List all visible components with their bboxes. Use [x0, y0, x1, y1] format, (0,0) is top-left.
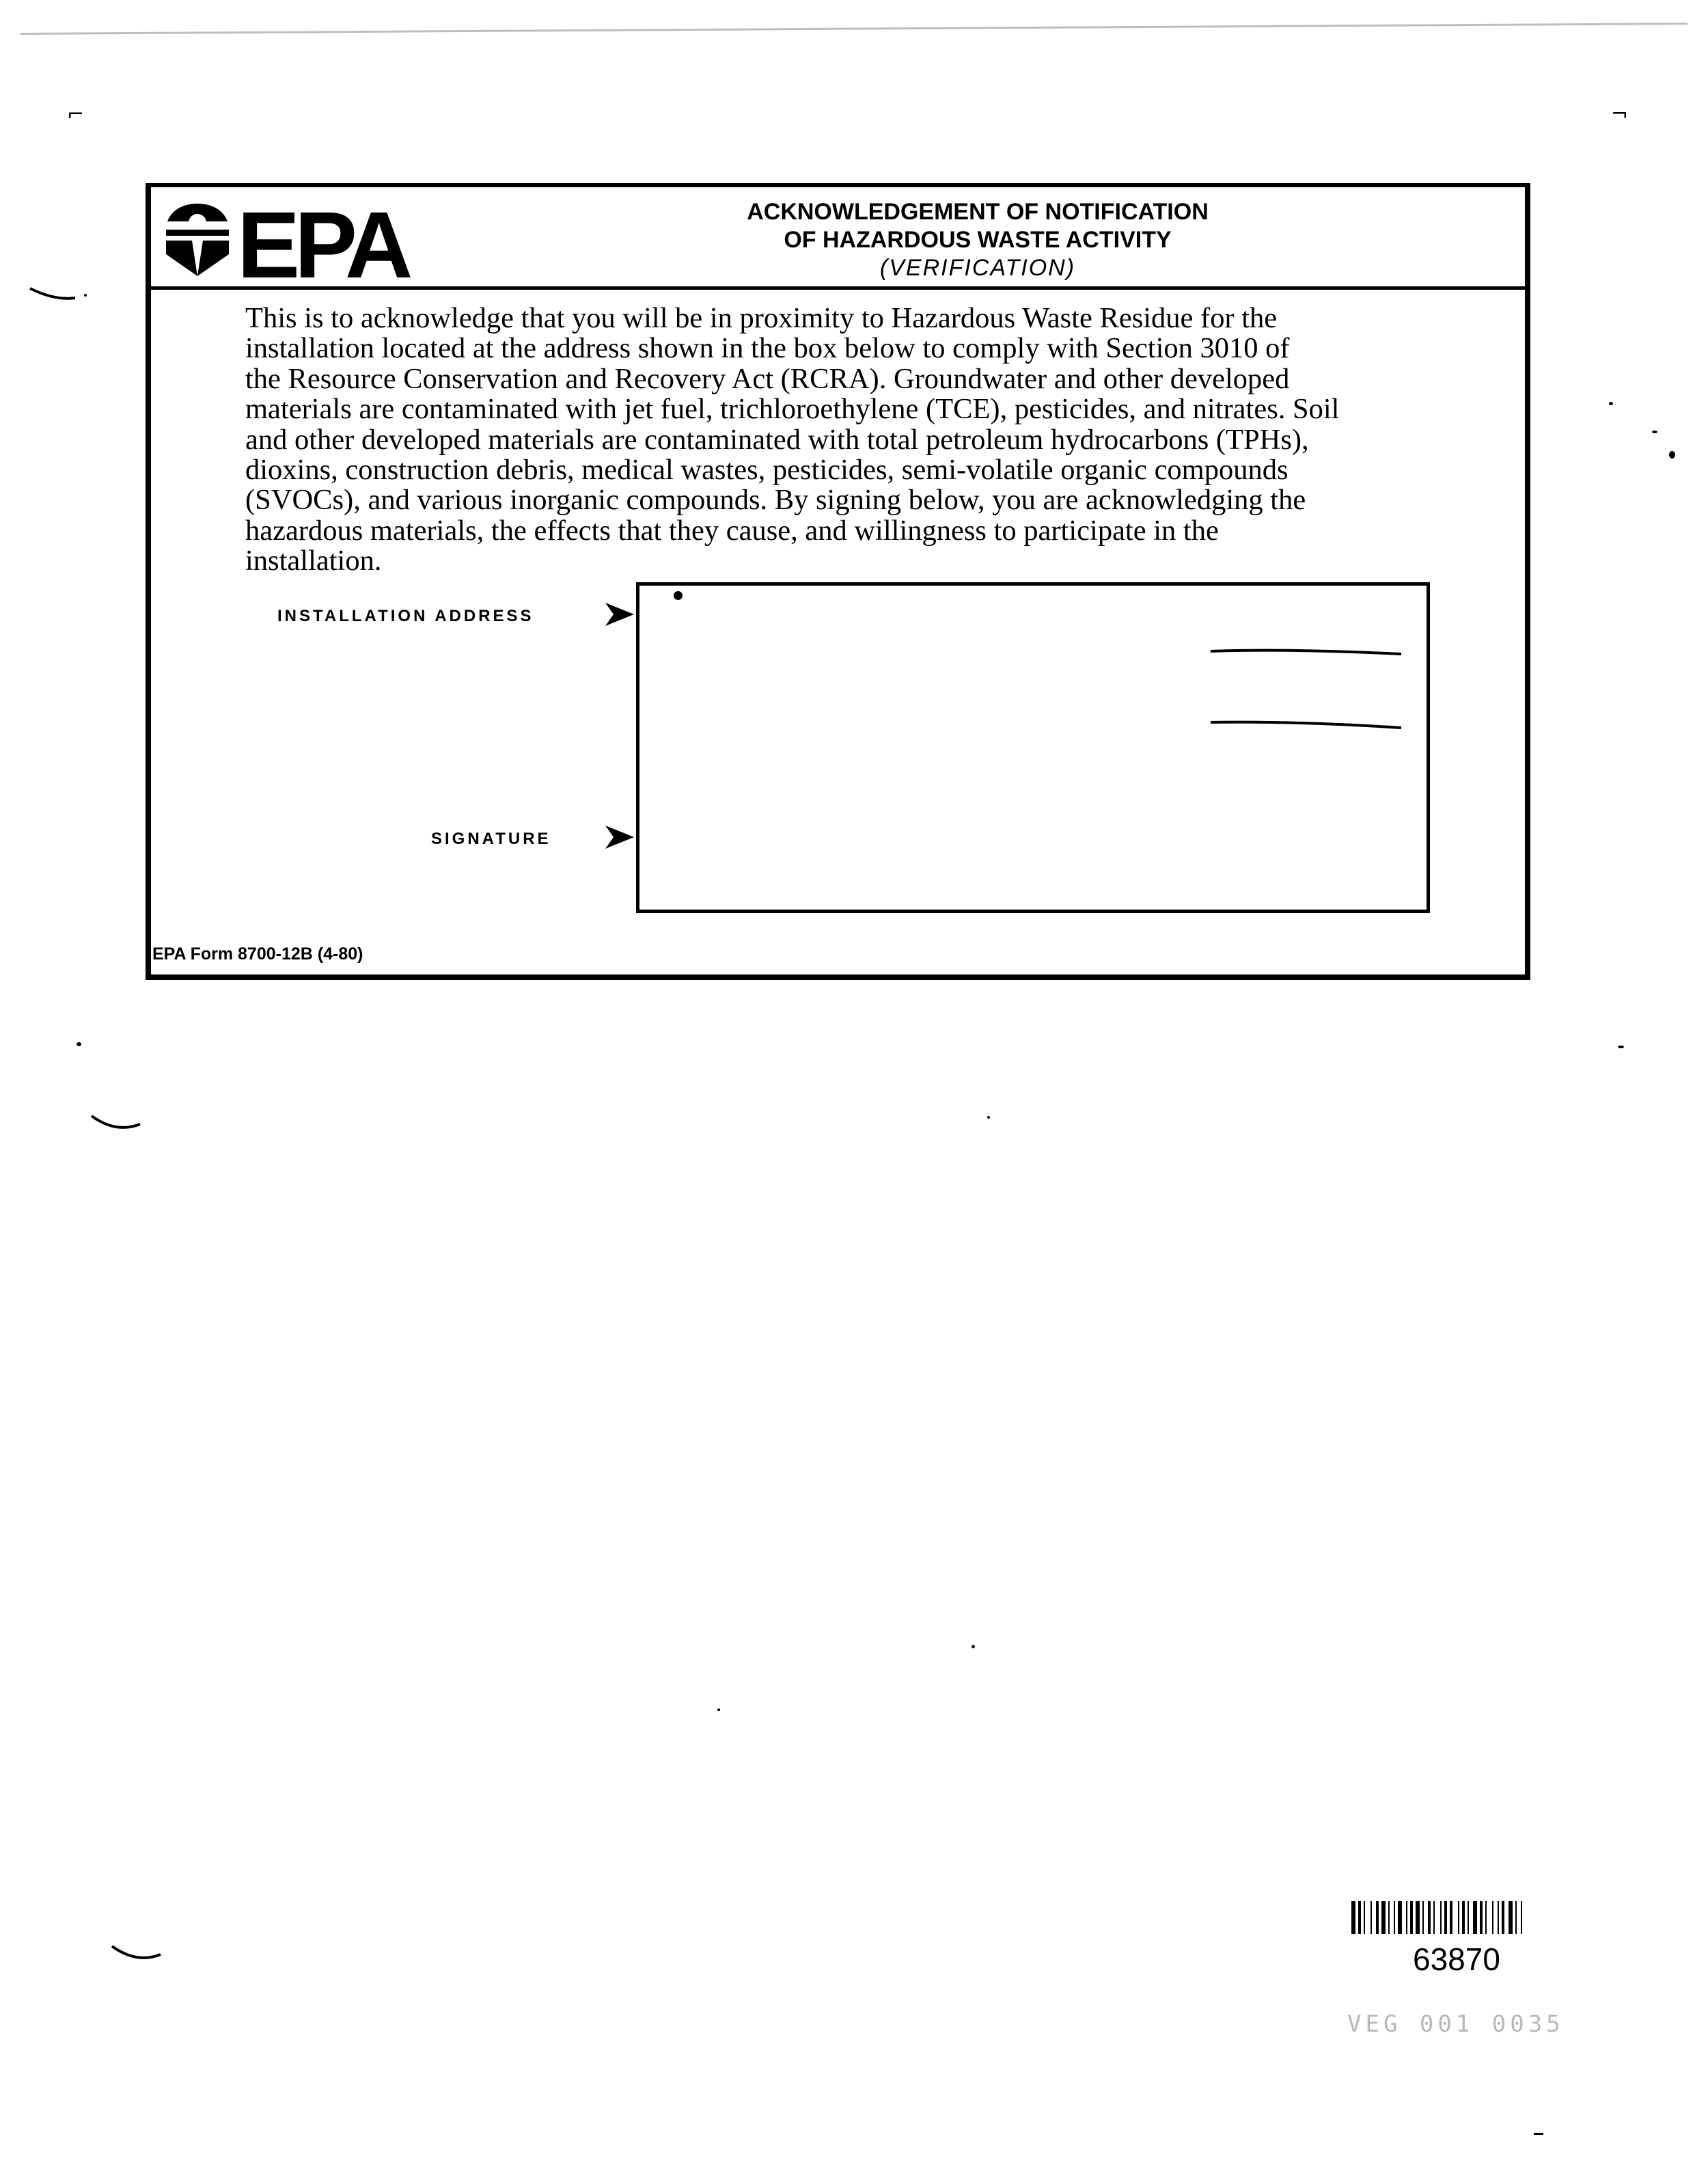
barcode-bar — [1370, 1901, 1372, 1934]
body-line: (SVOCs), and various inorganic compounds. By signing below, you are acknowledging the — [245, 484, 1306, 517]
form-title — [534, 198, 1422, 282]
speck — [972, 1645, 975, 1648]
redaction-marks — [1207, 640, 1411, 736]
epa-flower-icon — [166, 204, 229, 276]
speck — [77, 1042, 81, 1046]
installation-address-label: INSTALLATION ADDRESS — [277, 607, 534, 625]
speck — [1618, 1046, 1624, 1048]
scan-mark — [109, 1941, 171, 1968]
body-line: This is to acknowledge that you will be in proximity to Hazardous Waste Residue for the — [245, 302, 1278, 334]
barcode-bar — [1468, 1901, 1469, 1934]
title-line-1: ACKNOWLEDGEMENT OF NOTIFICATION — [747, 199, 1209, 225]
barcode-bar — [1394, 1901, 1395, 1934]
barcode-bar — [1462, 1901, 1465, 1934]
epa-logo — [165, 200, 534, 282]
title-line-2: OF HAZARDOUS WASTE ACTIVITY — [784, 227, 1172, 253]
barcode-bar — [1458, 1901, 1459, 1934]
speck — [674, 591, 683, 600]
scan-mark — [89, 1110, 150, 1138]
body-line: the Resource Conservation and Recovery Act (RCRA). Groundwater and other developed — [245, 362, 1290, 395]
crop-mark-top-right: ¬ — [1611, 103, 1629, 126]
body-line: hazardous materials, the effects that they cause, and willingness to participate in the — [245, 514, 1219, 547]
scan-edge-line — [20, 23, 1688, 35]
barcode-bar — [1422, 1901, 1424, 1934]
barcode-bar — [1364, 1901, 1365, 1934]
barcode-bar — [1388, 1901, 1390, 1934]
signature-label: SIGNATURE — [431, 830, 551, 848]
speck — [1669, 451, 1675, 459]
arrow-right-icon — [604, 821, 635, 853]
scan-mark — [27, 280, 109, 308]
crop-mark-top-left: ⌐ — [67, 103, 85, 126]
barcode-bar — [1381, 1901, 1386, 1934]
barcode-bar — [1376, 1901, 1379, 1934]
body-line: installation. — [245, 545, 382, 577]
body-line: materials are contaminated with jet fuel, trichloroethylene (TCE), pesticides, and nitrates. Soil — [245, 393, 1340, 426]
speck — [987, 1116, 990, 1119]
barcode-bar — [1398, 1901, 1402, 1934]
acknowledgement-text — [245, 303, 1440, 577]
svg-text:EPA: EPA — [237, 200, 408, 282]
address-signature-box[interactable] — [636, 582, 1430, 913]
body-line: and other developed materials are contaminated with total petroleum hydrocarbons (TPHs), — [245, 423, 1309, 456]
barcode-bar — [1416, 1901, 1420, 1934]
barcode-bar — [1440, 1901, 1442, 1934]
title-line-3: (VERIFICATION) — [879, 255, 1076, 281]
barcode-number: 63870 — [1413, 1941, 1500, 1977]
epa-form — [146, 183, 1530, 980]
barcode-bar — [1492, 1901, 1493, 1934]
barcode-bar — [1428, 1901, 1431, 1934]
barcode-bar — [1450, 1901, 1452, 1934]
barcode-bar — [1358, 1901, 1361, 1934]
barcode-bar — [1473, 1901, 1477, 1934]
barcode-bar — [1351, 1901, 1355, 1934]
body-line: dioxins, construction debris, medical wastes, pesticides, semi-volatile organic compounds — [245, 454, 1289, 487]
body-line: installation located at the address shown in the box below to comply with Section 3010 of — [245, 332, 1290, 365]
barcode-bar — [1502, 1901, 1504, 1934]
arrow-right-icon — [604, 599, 635, 630]
barcode-bar — [1485, 1901, 1487, 1934]
barcode-bar — [1406, 1901, 1407, 1934]
form-header — [151, 187, 1525, 290]
speck — [1652, 431, 1657, 433]
speck — [1609, 402, 1613, 405]
barcode-bar — [1498, 1901, 1499, 1934]
speck — [1534, 2133, 1543, 2135]
barcode-bar — [1515, 1901, 1517, 1934]
barcode-bar — [1433, 1901, 1435, 1934]
barcode-bar — [1444, 1901, 1447, 1934]
barcode-bar — [1521, 1901, 1522, 1934]
barcode-bar — [1410, 1901, 1413, 1934]
barcode-bar — [1509, 1901, 1513, 1934]
form-number: EPA Form 8700-12B (4-80) — [152, 944, 363, 964]
barcode — [1351, 1901, 1577, 1934]
barcode-bar — [1480, 1901, 1483, 1934]
document-stamp: VEG 001 0035 — [1347, 2010, 1565, 2038]
speck — [717, 1708, 720, 1711]
